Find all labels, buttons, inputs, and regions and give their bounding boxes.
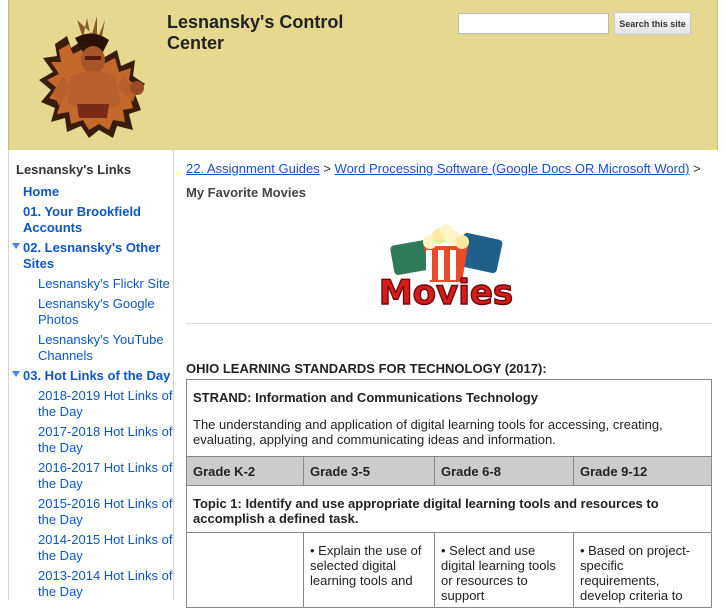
expand-arrow-icon[interactable]	[12, 371, 20, 377]
sidebar-item-youtube[interactable]: Lesnansky's YouTube Channels	[38, 332, 164, 363]
sidebar-group-other-sites	[9, 240, 175, 272]
sidebar-nav	[9, 182, 175, 600]
grade-header-6-8: Grade 6-8	[435, 457, 574, 486]
sidebar-item-hot-links-2014[interactable]: 2014-2015 Hot Links of the Day	[38, 532, 173, 563]
movies-image-text: Movies	[378, 273, 514, 312]
grade-header-k2: Grade K-2	[187, 457, 304, 486]
sidebar-item-other-sites[interactable]: 02. Lesnansky's Other Sites	[23, 240, 161, 271]
movies-image	[368, 220, 524, 312]
page-title: My Favorite Movies	[186, 185, 306, 200]
expand-arrow-icon[interactable]	[12, 243, 20, 249]
grade-header-9-12: Grade 9-12	[574, 457, 712, 486]
breadcrumb-separator: >	[693, 161, 701, 176]
site-title[interactable]: Lesnansky's Control Center	[167, 12, 344, 53]
sidebar-item-hot-links-2017[interactable]: 2017-2018 Hot Links of the Day	[38, 424, 173, 455]
sidebar-group-hot-links	[9, 368, 175, 384]
sidebar-item-home[interactable]: Home	[23, 184, 60, 199]
sidebar-item-hot-links-2016[interactable]: 2016-2017 Hot Links of the Day	[38, 460, 173, 491]
sidebar-item-brookfield-accounts[interactable]: 01. Your Brookfield Accounts	[23, 204, 141, 235]
divider	[186, 323, 712, 324]
sidebar-item-google-photos[interactable]: Lesnansky's Google Photos	[38, 296, 155, 327]
site-header	[8, 0, 718, 150]
strand-cell	[187, 380, 712, 457]
breadcrumb-link-assignment-guides[interactable]: 22. Assignment Guides	[186, 161, 320, 176]
strand-description: The understanding and application of digital learning tools for accessing, creating, evaluating, applying and communicating ideas and information.	[193, 417, 663, 447]
site-logo[interactable]	[37, 14, 149, 140]
breadcrumb-link-word-processing[interactable]: Word Processing Software (Google Docs OR Microsoft Word)	[334, 161, 690, 176]
grade-header-3-5: Grade 3-5	[304, 457, 435, 486]
sidebar-item-hot-links-2018[interactable]: 2018-2019 Hot Links of the Day	[38, 388, 173, 419]
standards-table	[186, 379, 712, 608]
sidebar-heading: Lesnansky's Links	[16, 162, 132, 177]
sidebar-item-hot-links[interactable]: 03. Hot Links of the Day	[23, 368, 171, 383]
search-input[interactable]	[458, 13, 609, 34]
table-cell: • Based on project-specific requirements, develop criteria to	[574, 533, 712, 608]
topic-cell: Topic 1: Identify and use appropriate digital learning tools and resources to accomplish a defined task.	[187, 486, 712, 533]
search-button[interactable]: Search this site	[614, 12, 691, 35]
table-cell: • Select and use digital learning tools or resources to support	[435, 533, 574, 608]
standards-heading: OHIO LEARNING STANDARDS FOR TECHNOLOGY (2017):	[186, 361, 547, 376]
table-cell	[187, 533, 304, 608]
strand-title: STRAND: Information and Communications Technology	[193, 390, 538, 405]
breadcrumb-separator: >	[323, 161, 331, 176]
sidebar-item-flickr[interactable]: Lesnansky's Flickr Site	[38, 276, 170, 291]
breadcrumb	[186, 161, 711, 177]
sidebar-item-hot-links-2013[interactable]: 2013-2014 Hot Links of the Day	[38, 568, 173, 599]
sidebar-item-hot-links-2015[interactable]: 2015-2016 Hot Links of the Day	[38, 496, 173, 527]
main-content	[176, 150, 718, 603]
sidebar	[8, 150, 174, 600]
table-cell: • Explain the use of selected digital learning tools and	[304, 533, 435, 608]
